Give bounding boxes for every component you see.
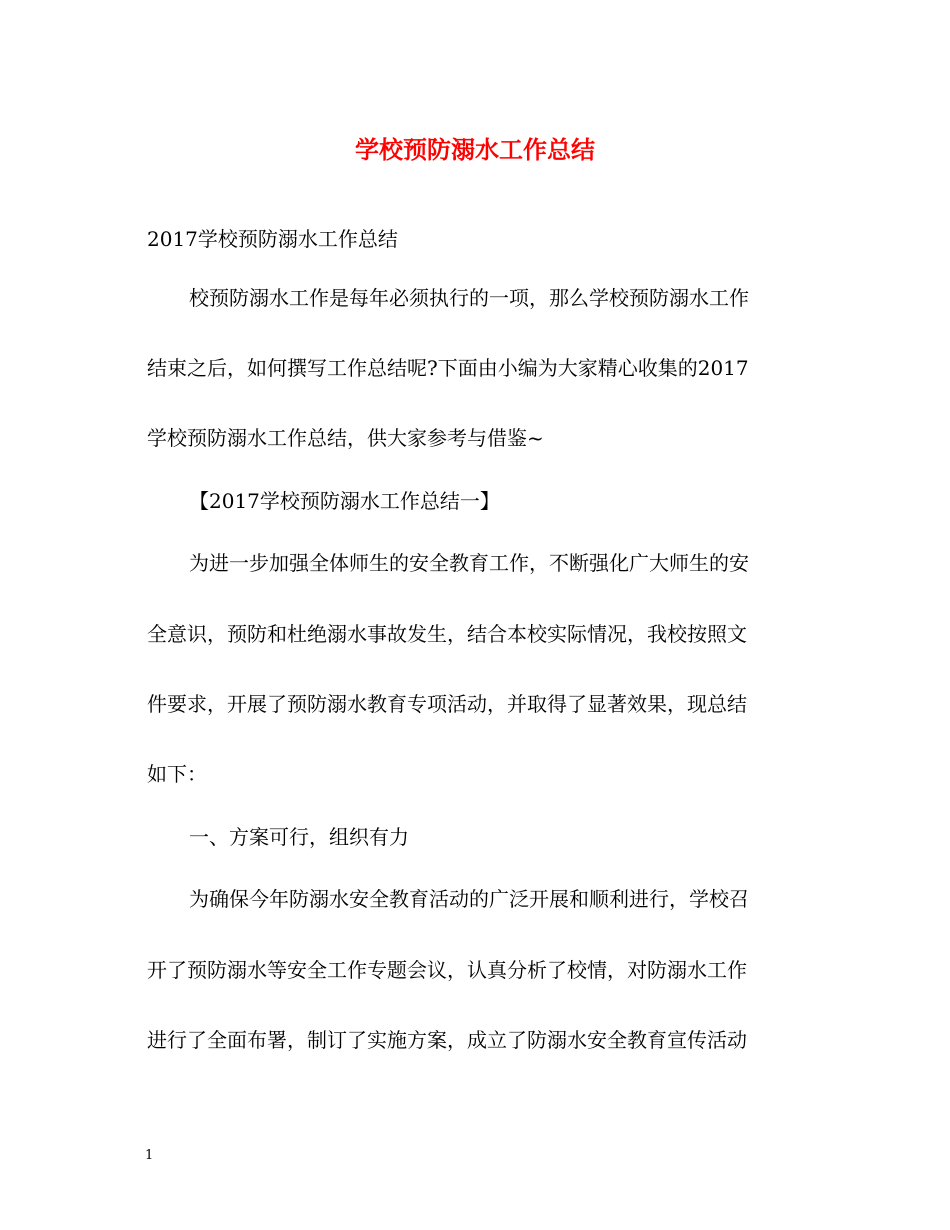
section-heading: 【2017学校预防溺水工作总结一】 [189,489,500,513]
paragraph-line: 校预防溺水工作是每年必须执行的一项，那么学校预防溺水工作 [189,286,749,310]
paragraph-line: 为确保今年防溺水安全教育活动的广泛开展和顺利进行，学校召 [189,887,749,911]
paragraph-line: 全意识，预防和杜绝溺水事故发生，结合本校实际情况，我校按照文 [147,622,747,646]
paragraph-line: 结束之后，如何撰写工作总结呢?下面由小编为大家精心收集的2017 [147,356,749,380]
paragraph-line: 为进一步加强全体师生的安全教育工作，不断强化广大师生的安 [189,551,749,575]
section-heading: 一、方案可行，组织有力 [189,825,409,849]
paragraph-line: 件要求，开展了预防溺水教育专项活动，并取得了显著效果，现总结 [147,692,747,716]
page-number: 1 [145,1148,154,1163]
paragraph-line: 学校预防溺水工作总结，供大家参考与借鉴~ [147,426,544,450]
document-title: 学校预防溺水工作总结 [355,135,595,164]
paragraph-line: 进行了全面布署，制订了实施方案，成立了防溺水安全教育宣传活动 [147,1028,747,1052]
subtitle-line: 2017学校预防溺水工作总结 [147,227,398,251]
paragraph-line: 开了预防溺水等安全工作专题会议，认真分析了校情，对防溺水工作 [147,958,747,982]
paragraph-line: 如下： [147,762,207,786]
